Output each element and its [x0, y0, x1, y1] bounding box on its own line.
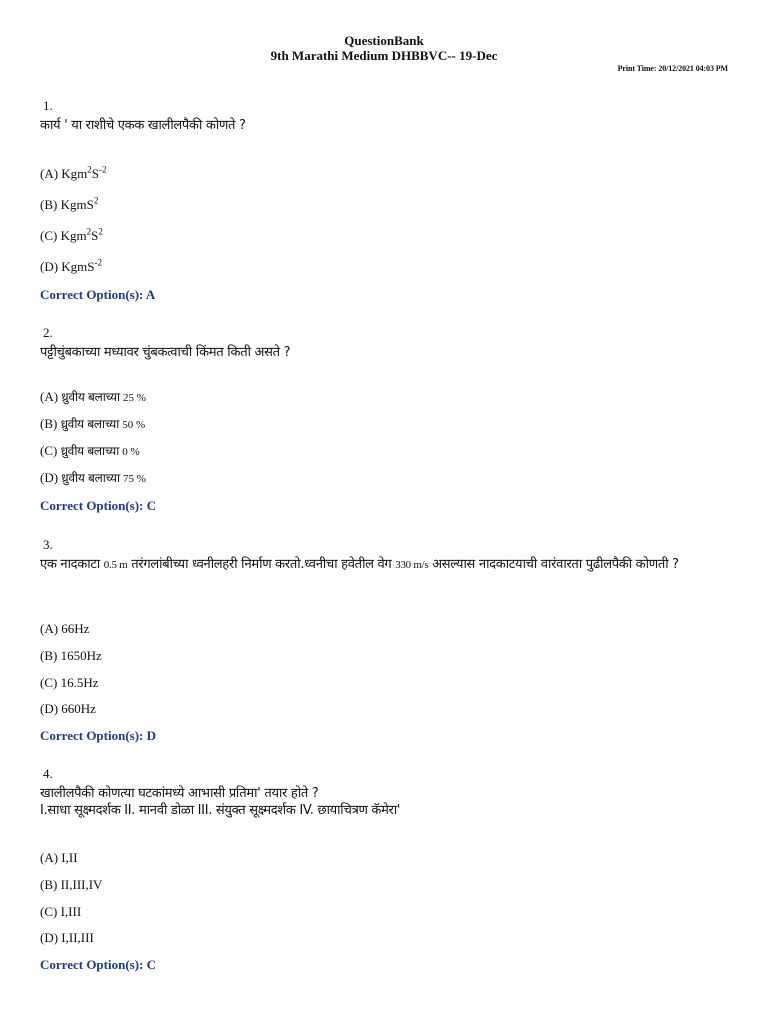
question-number: 2. — [43, 325, 53, 340]
option-d: (D) I,II,III — [40, 930, 94, 945]
option-c: (C) I,III — [40, 904, 82, 919]
question-2 — [40, 325, 730, 520]
option-a: (A) I,II — [40, 850, 78, 865]
option-a: (A) 66Hz — [40, 621, 90, 636]
page-subtitle: 9th Marathi Medium DHBBVC-- 19-Dec — [270, 48, 498, 63]
option-c: (C) 16.5Hz — [40, 675, 99, 690]
question-number: 1. — [43, 98, 53, 113]
option-d: (D) KgmS$^{-2}$ — [40, 257, 103, 274]
correct-option: Correct Option(s): C — [40, 498, 157, 513]
question-3 — [40, 537, 730, 752]
option-d: (D) 660Hz — [40, 701, 96, 716]
correct-option: Correct Option(s): C — [40, 957, 157, 972]
page-title: QuestionBank — [344, 33, 424, 48]
question-4 — [40, 766, 730, 981]
option-b: (B) KgmS$^2$ — [40, 195, 99, 212]
option-b: (B) 1650Hz — [40, 648, 102, 663]
option-b: (B) II,III,IV — [40, 877, 103, 892]
print-time: Print Time: 20/12/2021 04:03 PM — [617, 64, 728, 73]
option-d: (D) ध्रुवीय बलाच्या 75 % — [40, 470, 146, 485]
option-c: (C) ध्रुवीय बलाच्या 0 % — [40, 443, 140, 458]
option-c: (C) $Kgm^2S^2$ — [40, 226, 103, 243]
question-subtext: I.साधा सूक्ष्मदर्शक II. मानवी डोळा III. संयुक्त सूक्ष्मदर्शक IV. छायाचित्रण कॅमेरा' — [40, 803, 401, 818]
question-text: खालीलपैकी कोणत्या घटकांमध्ये आभासी प्रतिमा' तयार होते ? — [40, 786, 319, 801]
question-text: पट्टीचुंबकाच्या मध्यावर चुंबकत्वाची किंमत किती असते ? — [40, 345, 291, 360]
question-number: 3. — [43, 537, 53, 552]
question-text: एक नादकाटा 0.5 m तरंगलांबीच्या ध्वनीलहरी निर्माण करतो.ध्वनीचा हवेतील वेग 330 m/s असल्यास नादकाटयाची वारंवारता पुढीलपैकी कोणती ? — [40, 557, 679, 572]
option-b: (B) ध्रुवीय बलाच्या 50 % — [40, 416, 146, 431]
correct-option: Correct Option(s): D — [40, 728, 157, 743]
question-1 — [40, 98, 730, 308]
question-text: कार्य ' या राशीचे एकक खालीलपैकी कोणते ? — [40, 118, 246, 133]
question-number: 4. — [43, 766, 53, 781]
option-a: (A) ध्रुवीय बलाच्या 25 % — [40, 389, 146, 404]
option-a: (A) $Kgm^2S^{-2}$ — [40, 164, 107, 181]
correct-option: Correct Option(s): A — [40, 287, 156, 302]
page-header — [0, 33, 768, 63]
